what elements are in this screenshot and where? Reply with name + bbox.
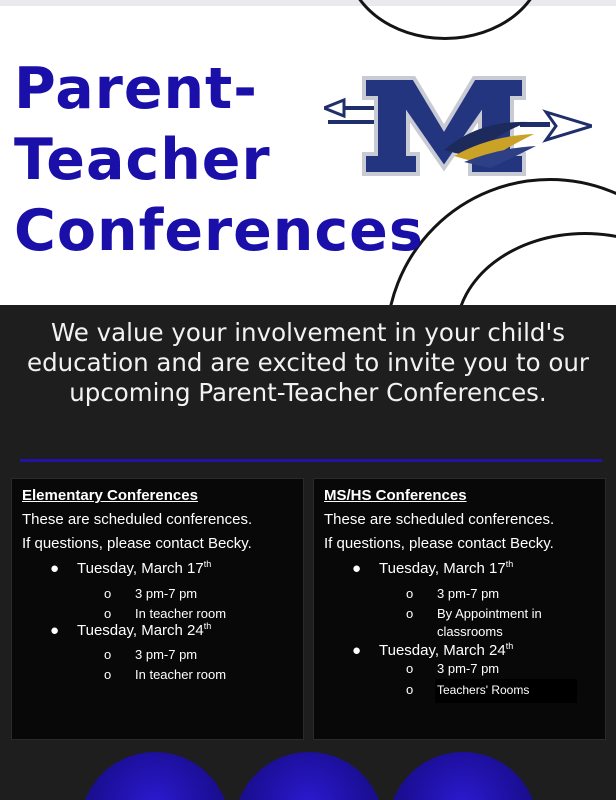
- bullet-circle-icon: o: [104, 647, 112, 662]
- decorative-arc-top: [345, 0, 545, 40]
- elementary-date-1-time: [104, 586, 197, 601]
- mshs-date-2-time: [406, 661, 499, 676]
- title-line-2: Teacher: [14, 127, 271, 193]
- bullet-dot-icon: ●: [352, 560, 362, 577]
- school-arrow-m-logo-icon: [324, 70, 592, 180]
- mshs-date-1-location-text: By Appointment in: [437, 606, 542, 621]
- section-divider: [20, 459, 602, 462]
- mshs-date-1-time: [406, 586, 499, 601]
- bullet-circle-icon: o: [104, 606, 112, 621]
- elementary-date-2-time-text: 3 pm-7 pm: [135, 647, 198, 662]
- mshs-date-2-time-text: 3 pm-7 pm: [437, 661, 500, 676]
- elementary-date-2-suffix: th: [203, 621, 212, 631]
- elementary-date-1-location: [104, 606, 226, 621]
- mshs-date-2-label: Tuesday, March 24: [379, 642, 506, 659]
- bullet-circle-icon: o: [406, 586, 414, 601]
- elementary-line-1: These are scheduled conferences.: [22, 511, 253, 528]
- mshs-date-1-suffix: th: [505, 559, 514, 569]
- elementary-date-2-time: [104, 647, 197, 662]
- header-section: [0, 0, 616, 305]
- mshs-heading: MS/HS Conferences: [324, 487, 467, 504]
- elementary-date-1-location-text: In teacher room: [135, 606, 227, 621]
- mshs-date-1-location-cont: [406, 624, 503, 639]
- mshs-line-1: These are scheduled conferences.: [324, 511, 555, 528]
- elementary-heading: Elementary Conferences: [22, 487, 198, 504]
- mshs-date-2: [352, 641, 513, 659]
- elementary-date-2: [50, 621, 211, 639]
- bullet-circle-icon: o: [104, 586, 112, 601]
- elementary-date-1-suffix: th: [203, 559, 212, 569]
- bullet-dot-icon: ●: [352, 642, 362, 659]
- elementary-date-1: [50, 559, 211, 577]
- mshs-date-1-location: [406, 606, 542, 621]
- mshs-conferences-box: [313, 478, 606, 740]
- mshs-date-1-label: Tuesday, March 17: [379, 560, 506, 577]
- title-line-3: Conferences: [14, 198, 424, 264]
- mshs-date-1-location-text-2: classrooms: [437, 624, 503, 639]
- bullet-circle-icon: o: [406, 661, 414, 676]
- mshs-date-1-time-text: 3 pm-7 pm: [437, 586, 500, 601]
- elementary-conferences-box: [11, 478, 304, 740]
- elementary-date-2-location: [104, 667, 226, 682]
- bullet-circle-icon: o: [406, 606, 414, 621]
- mshs-date-2-suffix: th: [505, 641, 514, 651]
- mshs-date-1: [352, 559, 513, 577]
- intro-text: We value your involvement in your child's education and are excited to invite you to our upcoming Parent-Teacher Conferences.: [27, 318, 589, 407]
- elementary-line-2: If questions, please contact Becky.: [22, 535, 252, 552]
- bullet-circle-icon: o: [104, 667, 112, 682]
- mshs-line-2: If questions, please contact Becky.: [324, 535, 554, 552]
- elementary-date-1-label: Tuesday, March 17: [77, 560, 204, 577]
- elementary-date-2-location-text: In teacher room: [135, 667, 227, 682]
- mshs-date-2-location-text: Teachers' Rooms: [435, 679, 577, 703]
- elementary-date-2-label: Tuesday, March 24: [77, 622, 204, 639]
- bullet-dot-icon: ●: [50, 622, 60, 639]
- bullet-dot-icon: ●: [50, 560, 60, 577]
- bullet-circle-icon: o: [406, 682, 414, 697]
- elementary-date-1-time-text: 3 pm-7 pm: [135, 586, 198, 601]
- mshs-date-2-location: [406, 679, 577, 703]
- title-line-1: Parent-: [14, 56, 258, 122]
